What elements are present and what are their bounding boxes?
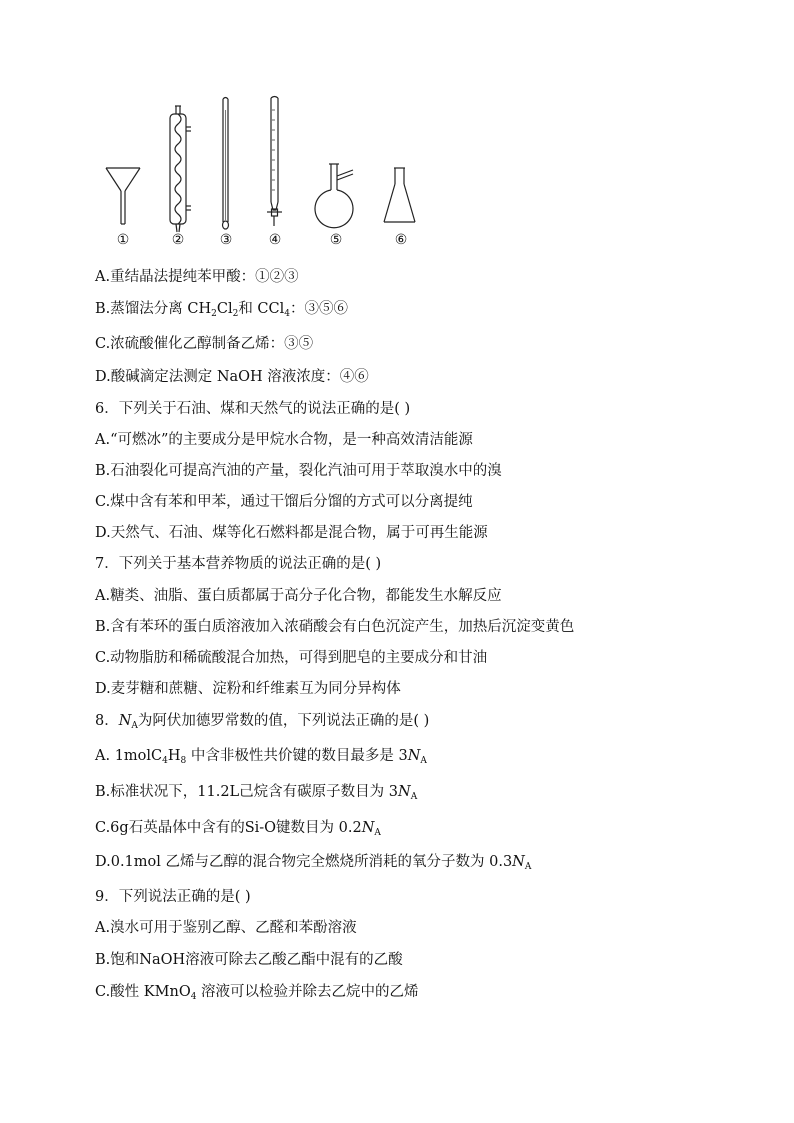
- q7-option-b: B.含有苯环的蛋白质溶液加入浓硝酸会有白色沉淀产生，加热后沉淀变黄色: [95, 619, 575, 635]
- apparatus-figure: [95, 90, 435, 255]
- q9-option-a: A.溴水可用于鉴别乙醇、乙醛和苯酚溶液: [95, 920, 357, 936]
- q5-option-d: D.酸碱滴定法测定 NaOH 溶液浓度：④⑥: [95, 369, 369, 385]
- conical-flask-icon: [384, 168, 415, 222]
- q8-stem: 8．$N_A$为阿伏加德罗常数的值，下列说法正确的是( ): [95, 713, 430, 731]
- q7-stem: 7．下列关于基本营养物质的说法正确的是( ): [95, 556, 382, 572]
- q8-option-a: A. $1molC_4H_8$ 中含非极性共价键的数目最多是 $3N_A$: [95, 748, 427, 766]
- q5-option-a: A.重结晶法提纯苯甲酸：①②③: [95, 269, 299, 285]
- apparatus-label-5: ⑤: [329, 232, 343, 248]
- funnel-icon: [106, 168, 140, 224]
- thermometer-icon: [223, 98, 229, 230]
- apparatus-label-1: ①: [116, 232, 130, 248]
- burette-icon: [267, 97, 282, 227]
- q6-stem: 6．下列关于石油、煤和天然气的说法正确的是( ): [95, 401, 411, 417]
- apparatus-label-3: ③: [219, 232, 233, 248]
- q6-option-b: B.石油裂化可提高汽油的产量，裂化汽油可用于萃取溴水中的溴: [95, 463, 502, 479]
- apparatus-label-4: ④: [268, 232, 282, 248]
- q9-option-c: C.酸性 KMnO$_4$ 溶液可以检验并除去乙烷中的乙烯: [95, 984, 419, 1002]
- apparatus-drawings: [95, 90, 435, 255]
- q7-option-c: C.动物脂肪和稀硫酸混合加热，可得到肥皂的主要成分和甘油: [95, 650, 488, 666]
- apparatus-label-6: ⑥: [394, 232, 408, 248]
- q6-option-d: D.天然气、石油、煤等化石燃料都是混合物，属于可再生能源: [95, 525, 488, 541]
- q6-option-a: A.“可燃冰”的主要成分是甲烷水合物，是一种高效清洁能源: [95, 432, 473, 448]
- q9-option-b: B.饱和NaOH溶液可除去乙酸乙酯中混有的乙酸: [95, 952, 403, 968]
- q8-option-d: D.0.1mol 乙烯与乙醇的混合物完全燃烧所消耗的氧分子数为 $0.3N_A$: [95, 854, 532, 872]
- distillation-flask-icon: [315, 164, 353, 228]
- q8-option-c: C.6g石英晶体中含有的Si-O键数目为 $0.2N_A$: [95, 820, 381, 838]
- apparatus-label-2: ②: [171, 232, 185, 248]
- q5-option-b: B.蒸馏法分离 $CH_2Cl_2$和 CCl$_4$：③⑤⑥: [95, 301, 348, 319]
- q5-option-c: C.浓硫酸催化乙醇制备乙烯：③⑤: [95, 336, 314, 352]
- q9-stem: 9．下列说法正确的是( ): [95, 889, 251, 905]
- q7-option-d: D.麦芽糖和蔗糖、淀粉和纤维素互为同分异构体: [95, 681, 401, 697]
- q8-option-b: B.标准状况下，11.2L己烷含有碳原子数目为 $3N_A$: [95, 784, 418, 802]
- q6-option-c: C.煤中含有苯和甲苯，通过干馏后分馏的方式可以分离提纯: [95, 494, 473, 510]
- condenser-icon: [170, 106, 191, 232]
- q7-option-a: A.糖类、油脂、蛋白质都属于高分子化合物，都能发生水解反应: [95, 588, 502, 604]
